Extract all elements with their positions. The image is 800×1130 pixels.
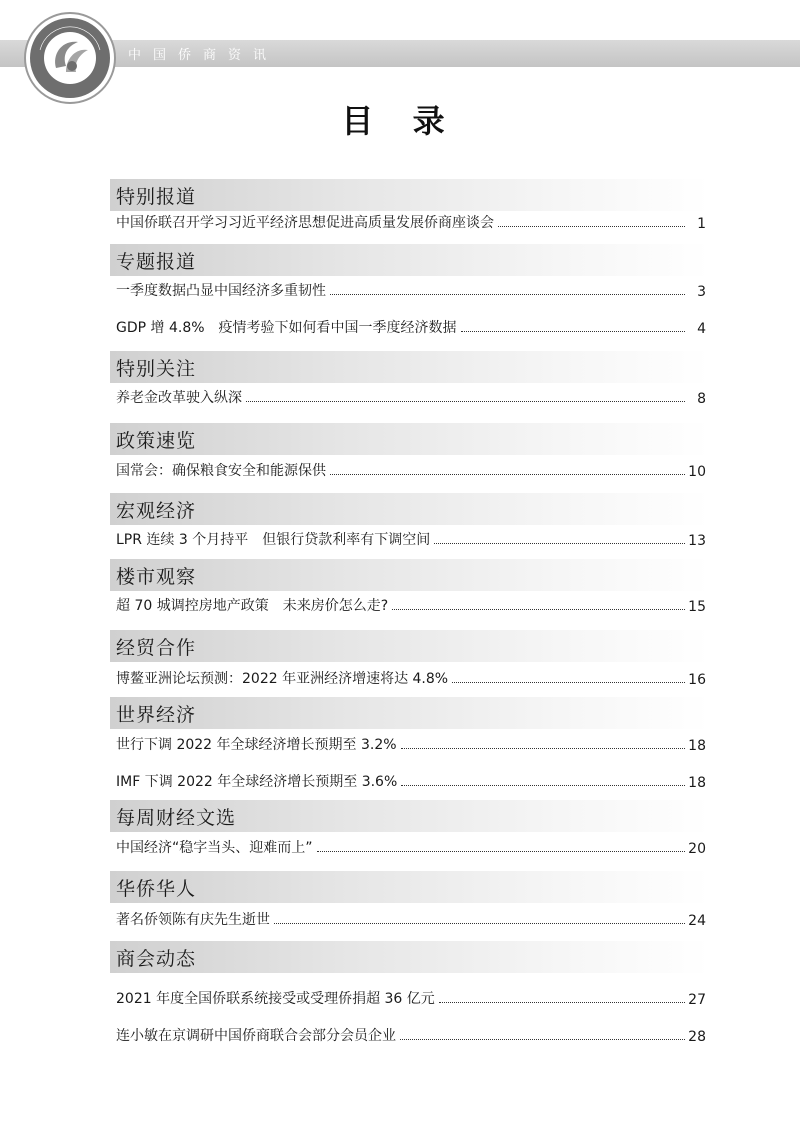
toc-entry[interactable]: [116, 387, 706, 407]
toc-entry[interactable]: [116, 212, 706, 232]
dot-leader: [452, 682, 685, 683]
page-number: 16: [688, 672, 706, 688]
entry-title: 著名侨领陈有庆先生逝世: [116, 912, 270, 928]
section-header: [110, 871, 710, 903]
section-header: [110, 697, 710, 729]
dot-leader: [317, 851, 685, 852]
section-title: 世界经济: [116, 704, 197, 726]
toc-entry[interactable]: [116, 734, 706, 754]
dot-leader: [400, 1039, 685, 1040]
toc-entry[interactable]: [116, 988, 706, 1008]
page-number: 27: [688, 992, 706, 1008]
entry-title: 中国经济“稳字当头、迎难而上”: [116, 840, 313, 856]
entry-title: GDP 增 4.8% 疫情考验下如何看中国一季度经济数据: [116, 320, 457, 336]
dot-leader: [330, 474, 685, 475]
section-title: 华侨华人: [116, 878, 197, 900]
section-title: 特别报道: [116, 186, 197, 208]
toc-entry[interactable]: [116, 317, 706, 337]
dot-leader: [392, 609, 685, 610]
dot-leader: [246, 401, 685, 402]
toc-entry[interactable]: [116, 771, 706, 791]
toc-entry[interactable]: [116, 595, 706, 615]
toc-entry[interactable]: [116, 280, 706, 300]
page-number: 20: [688, 841, 706, 857]
entry-title: 一季度数据凸显中国经济多重韧性: [116, 283, 326, 299]
dot-leader: [461, 331, 685, 332]
section-header: [110, 941, 710, 973]
entry-title: 养老金改革驶入纵深: [116, 390, 242, 406]
section-header: [110, 423, 710, 455]
section-header: [110, 351, 710, 383]
page-number: 1: [697, 216, 706, 232]
section-title: 特别关注: [116, 358, 197, 380]
section-title: 专题报道: [116, 251, 197, 273]
entry-title: 连小敏在京调研中国侨商联合会部分会员企业: [116, 1028, 396, 1044]
dot-leader: [434, 543, 685, 544]
section-header: [110, 800, 710, 832]
page-number: 10: [688, 464, 706, 480]
section-header: [110, 179, 710, 211]
page-number: 3: [697, 284, 706, 300]
header-band: [0, 40, 800, 67]
entry-title: IMF 下调 2022 年全球经济增长预期至 3.6%: [116, 774, 398, 790]
entry-title: 2021 年度全国侨联系统接受或受理侨捐超 36 亿元: [116, 991, 435, 1007]
page-number: 24: [688, 913, 706, 929]
dot-leader: [401, 748, 685, 749]
federation-logo: [22, 10, 118, 106]
toc-entry[interactable]: [116, 529, 706, 549]
section-title: 政策速览: [116, 430, 197, 452]
dot-leader: [439, 1002, 685, 1003]
section-header: [110, 493, 710, 525]
page-title: 目 录: [341, 102, 459, 140]
entry-title: 博鳌亚洲论坛预测：2022 年亚洲经济增速将达 4.8%: [116, 671, 449, 687]
entry-title: 超 70 城调控房地产政策 未来房价怎么走?: [116, 598, 389, 614]
entry-title: LPR 连续 3 个月持平 但银行贷款利率有下调空间: [116, 532, 431, 548]
publication-title: 中国侨商资讯: [128, 48, 279, 63]
section-header: [110, 559, 710, 591]
section-title: 经贸合作: [116, 637, 197, 659]
toc-entry[interactable]: [116, 909, 706, 929]
page-number: 28: [688, 1029, 706, 1045]
toc-entry[interactable]: [116, 460, 706, 480]
dot-leader: [401, 785, 685, 786]
section-title: 宏观经济: [116, 500, 197, 522]
page-number: 18: [688, 738, 706, 754]
page-number: 4: [697, 321, 706, 337]
page-number: 13: [688, 533, 706, 549]
entry-title: 世行下调 2022 年全球经济增长预期至 3.2%: [116, 737, 397, 753]
section-header: [110, 630, 710, 662]
entry-title: 中国侨联召开学习习近平经济思想促进高质量发展侨商座谈会: [116, 215, 494, 231]
page-number: 8: [697, 391, 706, 407]
dot-leader: [498, 226, 685, 227]
section-title: 商会动态: [116, 948, 197, 970]
page-number: 18: [688, 775, 706, 791]
dot-leader: [274, 923, 685, 924]
section-title: 每周财经文选: [116, 807, 237, 829]
dot-leader: [330, 294, 685, 295]
entry-title: 国常会：确保粮食安全和能源保供: [116, 463, 326, 479]
toc-entry[interactable]: [116, 668, 706, 688]
toc-entry[interactable]: [116, 1025, 706, 1045]
toc-entry[interactable]: [116, 837, 706, 857]
section-title: 楼市观察: [116, 566, 197, 588]
page-number: 15: [688, 599, 706, 615]
section-header: [110, 244, 710, 276]
